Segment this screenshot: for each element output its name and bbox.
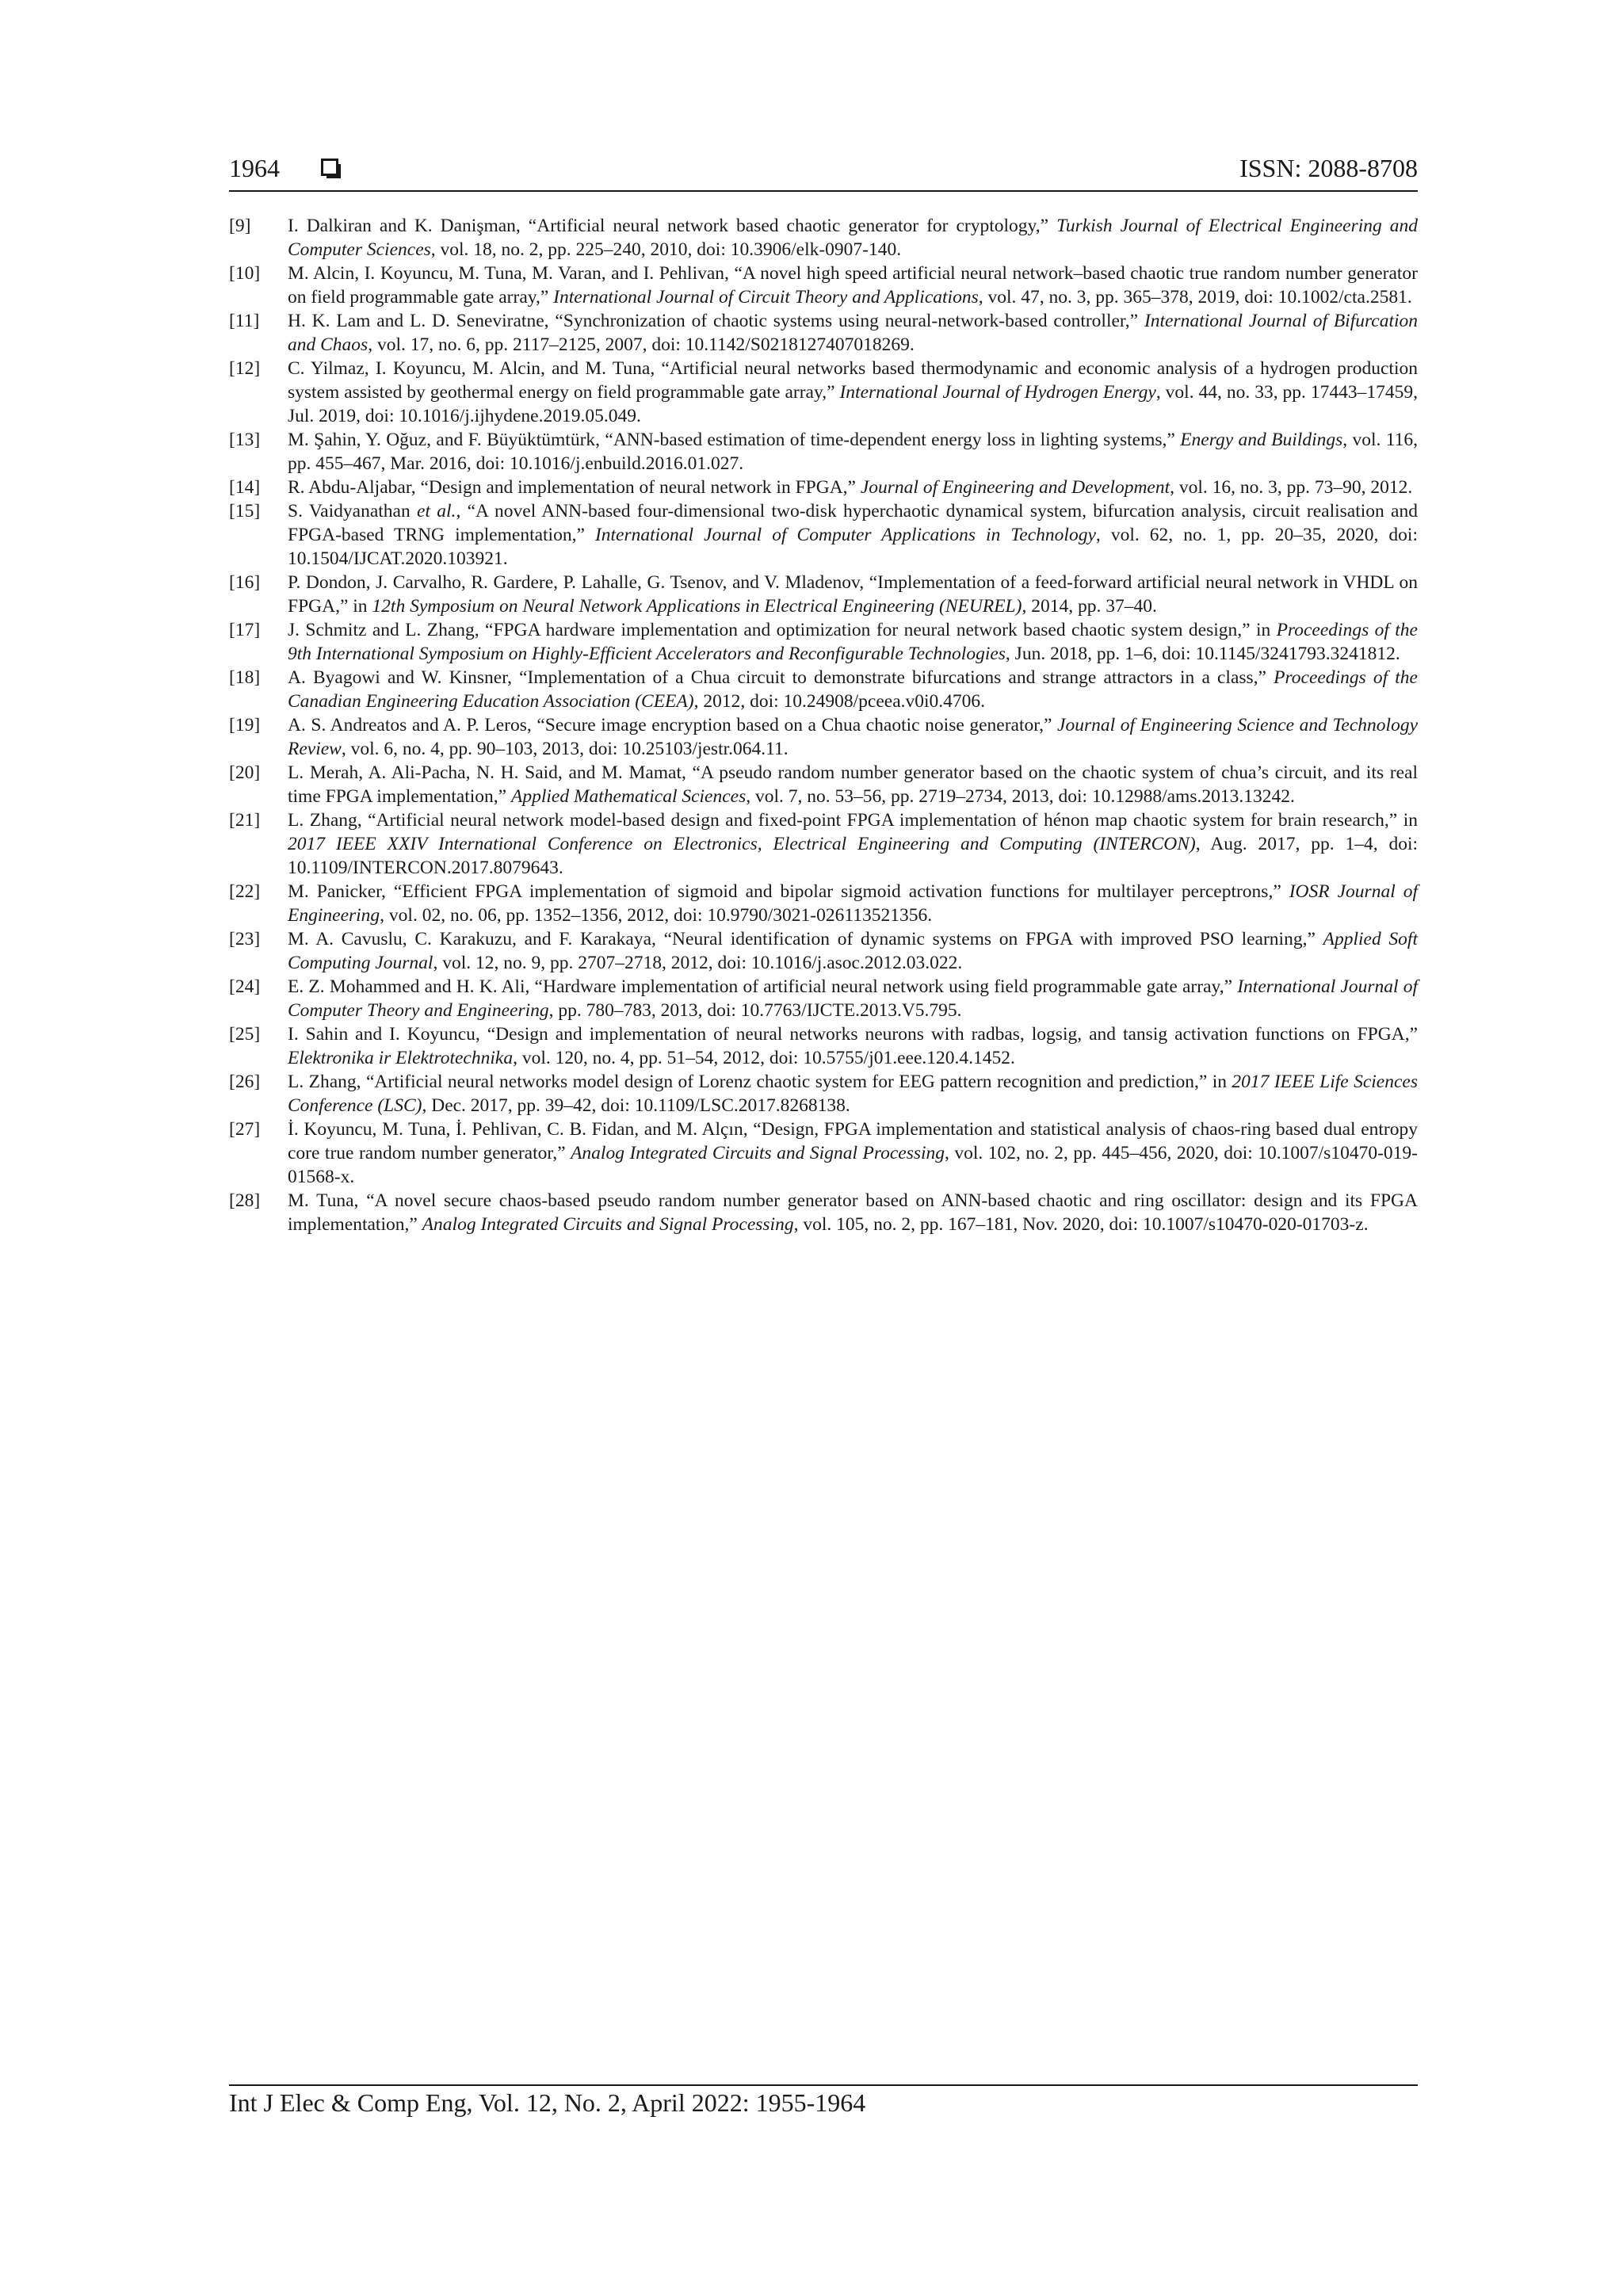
page-number: 1964	[229, 154, 280, 182]
reference-segment: , vol. 12, no. 9, pp. 2707–2718, 2012, doi: 10.1016/j.asoc.2012.03.022.	[433, 953, 963, 973]
reference-venue: International Journal of Bifurcation and Chaos	[288, 311, 1419, 355]
reference-number: [23]	[229, 929, 261, 949]
reference-item	[229, 499, 1418, 571]
reference-segment: İ. Koyuncu, M. Tuna, İ. Pehlivan, C. B. Fidan, and M. Alçın, “Design, FPGA implementation and statistical analysis of chaos-ring based dual entropy core true random number generator,”	[288, 1119, 1418, 1163]
reference-item	[229, 761, 1418, 808]
reference-number: [20]	[229, 762, 261, 783]
reference-venue: Elektronika ir Elektrotechnika	[288, 1048, 514, 1068]
square-ornament-icon	[321, 159, 338, 176]
reference-segment: M. A. Cavuslu, C. Karakuzu, and F. Karakaya, “Neural identification of dynamic systems on FPGA with improved PSO learning,”	[288, 929, 1323, 949]
reference-segment: , vol. 116, pp. 455–467, Mar. 2016, doi: 10.1016/j.enbuild.2016.01.027.	[288, 430, 1419, 474]
page-header	[229, 151, 1418, 192]
reference-text	[288, 881, 1418, 926]
reference-text	[288, 263, 1418, 308]
reference-segment: , 2014, pp. 37–40.	[1022, 596, 1157, 617]
reference-item	[229, 571, 1418, 618]
reference-number: [19]	[229, 715, 261, 735]
reference-segment: , “A novel ANN-based four-dimensional two-disk hyperchaotic dynamical system, bifurcation analysis, circuit realisation and FPGA-based TRNG implementation,”	[288, 501, 1418, 545]
reference-segment: I. Dalkiran and K. Danişman, “Artificial neural network based chaotic generator for cryptology,”	[288, 216, 1057, 236]
reference-venue: International Journal of Computer Theory and Engineering	[288, 976, 1418, 1021]
reference-segment: , vol. 44, no. 33, pp. 17443–17459, Jul. 2019, doi: 10.1016/j.ijhydene.2019.05.049.	[288, 382, 1418, 426]
reference-item	[229, 309, 1418, 357]
reference-number: [18]	[229, 667, 261, 688]
reference-number: [13]	[229, 430, 261, 450]
reference-text	[288, 620, 1418, 664]
reference-segment: I. Sahin and I. Koyuncu, “Design and implementation of neural networks neurons with radbas, logsig, and tansig activation functions on FPGA,”	[288, 1024, 1418, 1045]
reference-number: [12]	[229, 358, 261, 379]
reference-number: [21]	[229, 810, 261, 831]
reference-venue: International Journal of Circuit Theory and Applications	[553, 287, 979, 308]
reference-number: [25]	[229, 1024, 261, 1045]
reference-venue: International Journal of Computer Applications in Technology	[594, 525, 1096, 545]
reference-item	[229, 618, 1418, 666]
header-divider	[229, 190, 1418, 192]
reference-segment: H. K. Lam and L. D. Seneviratne, “Synchronization of chaotic systems using neural-network-based controller,”	[288, 311, 1144, 331]
issn-label: ISSN: 2088-8708	[1239, 154, 1418, 182]
reference-venue: Applied Soft Computing Journal	[288, 929, 1418, 973]
reference-venue: Proceedings of the 9th International Symposium on Highly-Efficient Accelerators and Reconfigurable Technologies	[288, 620, 1418, 664]
reference-item	[229, 808, 1418, 880]
reference-item	[229, 1022, 1418, 1070]
footer-citation: Int J Elec & Comp Eng, Vol. 12, No. 2, April 2022: 1955-1964	[229, 2088, 866, 2117]
reference-number: [9]	[229, 216, 251, 236]
reference-segment: M. Alcin, I. Koyuncu, M. Tuna, M. Varan, and I. Pehlivan, “A novel high speed artificial neural network–based chaotic true random number generator on field programmable gate array,”	[288, 263, 1418, 308]
reference-item	[229, 214, 1418, 262]
reference-text	[288, 810, 1418, 878]
reference-venue: et al.	[417, 501, 456, 521]
reference-venue: 2017 IEEE XXIV International Conference on Electronics, Electrical Engineering and Computing (INTERCON)	[288, 834, 1196, 854]
reference-segment: L. Zhang, “Artificial neural network model-based design and fixed-point FPGA implementation of hénon map chaotic system for brain research,” in	[288, 810, 1418, 831]
reference-item	[229, 476, 1418, 499]
reference-segment: J. Schmitz and L. Zhang, “FPGA hardware implementation and optimization for neural network based chaotic system design,” in	[288, 620, 1277, 640]
reference-segment: E. Z. Mohammed and H. K. Ali, “Hardware implementation of artificial neural network using field programmable gate array,”	[288, 976, 1238, 997]
reference-text	[288, 216, 1418, 260]
reference-item	[229, 927, 1418, 975]
reference-item	[229, 262, 1418, 309]
reference-item	[229, 1070, 1418, 1117]
reference-segment: , Jun. 2018, pp. 1–6, doi: 10.1145/3241793.3241812.	[1005, 644, 1400, 664]
reference-text	[288, 311, 1418, 355]
reference-segment: , vol. 7, no. 53–56, pp. 2719–2734, 2013, doi: 10.12988/ams.2013.13242.	[746, 786, 1295, 807]
reference-segment: C. Yilmaz, I. Koyuncu, M. Alcin, and M. Tuna, “Artificial neural networks based thermodynamic and economic analysis of a hydrogen production system assisted by geothermal energy on field programmable gate array,”	[288, 358, 1418, 403]
reference-number: [17]	[229, 620, 261, 640]
reference-item	[229, 666, 1418, 713]
reference-item	[229, 357, 1418, 428]
reference-text	[288, 1024, 1418, 1068]
reference-text	[288, 430, 1418, 474]
reference-venue: Applied Mathematical Sciences	[510, 786, 747, 807]
reference-segment: , pp. 780–783, 2013, doi: 10.7763/IJCTE.2013.V5.795.	[548, 1000, 962, 1021]
reference-segment: R. Abdu-Aljabar, “Design and implementation of neural network in FPGA,”	[288, 477, 861, 498]
reference-venue: 2017 IEEE Life Sciences Conference (LSC)	[288, 1072, 1418, 1116]
reference-segment: , vol. 02, no. 06, pp. 1352–1356, 2012, doi: 10.9790/3021-026113521356.	[380, 905, 933, 926]
reference-segment: A. Byagowi and W. Kinsner, “Implementation of a Chua circuit to demonstrate bifurcations and strange attractors in a class,”	[288, 667, 1274, 688]
footer-divider	[229, 2084, 1418, 2086]
reference-text	[288, 1190, 1418, 1235]
reference-number: [24]	[229, 976, 261, 997]
reference-segment: L. Merah, A. Ali-Pacha, N. H. Said, and M. Mamat, “A pseudo random number generator based on the chaotic system of chua’s circuit, and its real time FPGA implementation,”	[288, 762, 1418, 807]
reference-venue: Analog Integrated Circuits and Signal Processing	[422, 1214, 794, 1235]
reference-segment: S. Vaidyanathan	[288, 501, 418, 521]
reference-segment: , Dec. 2017, pp. 39–42, doi: 10.1109/LSC.2017.8268138.	[422, 1095, 850, 1116]
reference-venue: Analog Integrated Circuits and Signal Processing	[571, 1143, 945, 1163]
reference-text	[288, 1072, 1418, 1116]
reference-segment: L. Zhang, “Artificial neural networks model design of Lorenz chaotic system for EEG pattern recognition and prediction,” in	[288, 1072, 1232, 1092]
reference-segment: P. Dondon, J. Carvalho, R. Gardere, P. Lahalle, G. Tsenov, and V. Mladenov, “Implementation of a feed-forward artificial neural network in VHDL on FPGA,” in	[288, 572, 1418, 617]
reference-item	[229, 1189, 1418, 1236]
reference-text	[288, 572, 1418, 617]
reference-number: [22]	[229, 881, 261, 902]
reference-segment: , vol. 102, no. 2, pp. 445–456, 2020, doi: 10.1007/s10470-019-01568-x.	[288, 1143, 1418, 1187]
reference-text	[288, 358, 1418, 426]
reference-venue: Journal of Engineering Science and Technology Review	[288, 715, 1418, 759]
reference-number: [11]	[229, 311, 260, 331]
reference-venue: Turkish Journal of Electrical Engineering and Computer Sciences	[288, 216, 1418, 260]
reference-number: [14]	[229, 477, 261, 498]
reference-text	[288, 501, 1418, 569]
reference-venue: IOSR Journal of Engineering	[288, 881, 1418, 926]
reference-number: [27]	[229, 1119, 261, 1140]
reference-venue: International Journal of Hydrogen Energy	[839, 382, 1156, 403]
reference-text	[288, 976, 1418, 1021]
reference-segment: , vol. 47, no. 3, pp. 365–378, 2019, doi: 10.1002/cta.2581.	[978, 287, 1412, 308]
reference-item	[229, 880, 1418, 927]
reference-segment: , vol. 6, no. 4, pp. 90–103, 2013, doi: 10.25103/jestr.064.11.	[341, 739, 789, 759]
reference-number: [15]	[229, 501, 261, 521]
reference-venue: 12th Symposium on Neural Network Applications in Electrical Engineering (NEUREL)	[372, 596, 1022, 617]
reference-segment: M. Şahin, Y. Oğuz, and F. Büyüktümtürk, “ANN-based estimation of time-dependent energy loss in lighting systems,”	[288, 430, 1181, 450]
reference-number: [26]	[229, 1072, 261, 1092]
reference-venue: Energy and Buildings	[1180, 430, 1343, 450]
reference-item	[229, 428, 1418, 476]
reference-segment: , vol. 17, no. 6, pp. 2117–2125, 2007, doi: 10.1142/S0218127407018269.	[368, 334, 915, 355]
reference-number: [28]	[229, 1190, 261, 1211]
reference-segment: , vol. 105, no. 2, pp. 167–181, Nov. 2020, doi: 10.1007/s10470-020-01703-z.	[793, 1214, 1369, 1235]
reference-segment: M. Tuna, “A novel secure chaos-based pseudo random number generator based on ANN-based chaotic and ring oscillator: design and its FPGA implementation,”	[288, 1190, 1418, 1235]
reference-text	[288, 929, 1418, 973]
reference-segment: , 2012, doi: 10.24908/pceea.v0i0.4706.	[693, 691, 986, 712]
reference-item	[229, 713, 1418, 761]
reference-segment: , vol. 120, no. 4, pp. 51–54, 2012, doi: 10.5755/j01.eee.120.4.1452.	[513, 1048, 1015, 1068]
reference-segment: , vol. 16, no. 3, pp. 73–90, 2012.	[1170, 477, 1413, 498]
reference-text	[288, 1119, 1418, 1187]
reference-segment: , Aug. 2017, pp. 1–4, doi: 10.1109/INTERCON.2017.8079643.	[288, 834, 1418, 878]
reference-list	[229, 214, 1418, 1236]
reference-item	[229, 1117, 1418, 1189]
reference-segment: , vol. 18, no. 2, pp. 225–240, 2010, doi: 10.3906/elk-0907-140.	[430, 239, 902, 260]
reference-segment: M. Panicker, “Efficient FPGA implementation of sigmoid and bipolar sigmoid activation functions for multilayer perceptrons,”	[288, 881, 1289, 902]
reference-venue: Proceedings of the Canadian Engineering Education Association (CEEA)	[288, 667, 1418, 712]
reference-venue: Journal of Engineering and Development	[860, 477, 1170, 498]
reference-number: [16]	[229, 572, 261, 593]
reference-text	[288, 762, 1418, 807]
reference-text	[288, 715, 1418, 759]
reference-segment: , vol. 62, no. 1, pp. 20–35, 2020, doi: 10.1504/IJCAT.2020.103921.	[288, 525, 1418, 569]
reference-segment: A. S. Andreatos and A. P. Leros, “Secure image encryption based on a Chua chaotic noise generator,”	[288, 715, 1058, 735]
reference-number: [10]	[229, 263, 261, 284]
reference-item	[229, 975, 1418, 1022]
reference-text	[288, 477, 1412, 498]
reference-text	[288, 667, 1418, 712]
